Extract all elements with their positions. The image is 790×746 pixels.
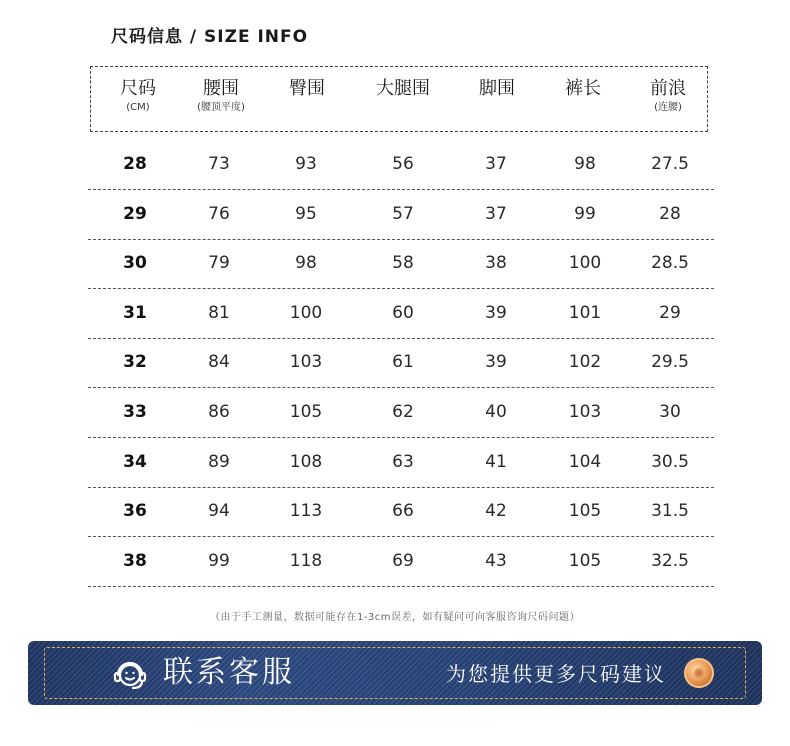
- header-leg-opening: [479, 77, 515, 101]
- contact-service-banner[interactable]: [28, 641, 762, 705]
- size-cell: 29: [123, 203, 147, 224]
- measure-cell: 118: [289, 550, 323, 571]
- header-unit: (CM): [126, 102, 150, 113]
- measure-cell: 63: [392, 451, 414, 472]
- measure-cell: 105: [289, 402, 323, 422]
- measure-cell: 31.5: [651, 501, 689, 522]
- measure-cell: 94: [208, 501, 230, 522]
- table-row: [88, 486, 714, 537]
- header-waist: [197, 77, 245, 115]
- measure-cell: 40: [485, 402, 507, 422]
- measure-cell: 30: [659, 402, 681, 422]
- size-cell: 32: [123, 352, 147, 373]
- size-cell: 30: [123, 253, 147, 274]
- measure-cell: 39: [485, 302, 507, 323]
- measure-cell: 28: [659, 203, 681, 224]
- table-row: [88, 189, 714, 240]
- header-label: 臀围: [289, 78, 325, 99]
- page-title: 尺码信息 / SIZE INFO: [111, 27, 309, 47]
- measure-cell: 95: [295, 203, 317, 224]
- size-cell: 33: [123, 402, 147, 422]
- measure-cell: 69: [392, 550, 414, 571]
- measure-cell: 99: [574, 203, 596, 224]
- table-row: [88, 536, 714, 587]
- measure-cell: 66: [392, 501, 414, 522]
- measure-cell: 38: [485, 253, 507, 274]
- table-row: [88, 288, 714, 339]
- measure-cell: 27.5: [651, 154, 689, 174]
- measure-cell: 57: [392, 203, 414, 224]
- measure-cell: 41: [485, 451, 507, 472]
- measure-cell: 76: [208, 203, 230, 224]
- measure-cell: 28.5: [651, 253, 689, 274]
- measure-cell: 101: [568, 302, 602, 323]
- measure-cell: 98: [295, 253, 317, 274]
- header-label: 裤长: [565, 78, 601, 99]
- header-label: 前浪: [650, 78, 686, 99]
- measure-cell: 99: [208, 550, 230, 571]
- table-row: [88, 437, 714, 488]
- measure-cell: 73: [208, 154, 230, 174]
- measure-cell: 84: [208, 352, 230, 373]
- size-advice-hint: 为您提供更多尺码建议: [446, 662, 666, 686]
- measure-cell: 100: [568, 253, 602, 274]
- measure-cell: 39: [485, 352, 507, 373]
- size-cell: 31: [123, 302, 147, 323]
- measure-cell: 98: [574, 154, 596, 174]
- measure-cell: 61: [392, 352, 414, 373]
- header-length: [565, 77, 601, 101]
- measure-cell: 108: [289, 451, 323, 472]
- header-hip: [289, 77, 325, 101]
- header-thigh: [376, 77, 430, 101]
- header-unit: (腰顶平度): [197, 102, 245, 113]
- measure-cell: 81: [208, 302, 230, 323]
- header-label: 大腿围: [376, 78, 430, 99]
- contact-service-label: 联系客服: [163, 655, 295, 690]
- measure-cell: 56: [392, 154, 414, 174]
- header-label: 尺码: [120, 78, 156, 99]
- size-cell: 34: [123, 451, 147, 472]
- table-row: [88, 387, 714, 438]
- customer-service-icon: [110, 655, 150, 695]
- measure-cell: 105: [568, 550, 602, 571]
- measure-cell: 103: [289, 352, 323, 373]
- size-cell: 36: [123, 501, 147, 522]
- measure-cell: 37: [485, 154, 507, 174]
- measure-cell: 42: [485, 501, 507, 522]
- size-cell: 28: [123, 154, 147, 174]
- measure-cell: 60: [392, 302, 414, 323]
- measure-cell: 86: [208, 402, 230, 422]
- measure-cell: 58: [392, 253, 414, 274]
- measure-cell: 100: [289, 302, 323, 323]
- rivet-button-icon: [684, 658, 714, 688]
- table-row: [88, 337, 714, 388]
- header-unit: (连腰): [654, 102, 682, 113]
- header-label: 腰围: [203, 78, 239, 99]
- header-front-rise: [650, 77, 686, 115]
- table-row: [88, 238, 714, 289]
- measure-cell: 29: [659, 302, 681, 323]
- measurement-note: （由于手工测量，数据可能存在1-3cm误差，如有疑问可向客服咨询尺码问题）: [209, 612, 581, 623]
- measure-cell: 103: [568, 402, 602, 422]
- measure-cell: 79: [208, 253, 230, 274]
- header-label: 脚围: [479, 78, 515, 99]
- measure-cell: 105: [568, 501, 602, 522]
- measure-cell: 102: [568, 352, 602, 373]
- measure-cell: 93: [295, 154, 317, 174]
- measure-cell: 62: [392, 402, 414, 422]
- header-size: [120, 77, 156, 115]
- table-header: [90, 66, 708, 132]
- measure-cell: 113: [289, 501, 323, 522]
- measure-cell: 43: [485, 550, 507, 571]
- measure-cell: 29.5: [651, 352, 689, 373]
- measure-cell: 30.5: [651, 451, 689, 472]
- measure-cell: 104: [568, 451, 602, 472]
- measure-cell: 89: [208, 451, 230, 472]
- measure-cell: 32.5: [651, 550, 689, 571]
- size-cell: 38: [123, 550, 147, 571]
- table-row: [88, 139, 714, 190]
- measure-cell: 37: [485, 203, 507, 224]
